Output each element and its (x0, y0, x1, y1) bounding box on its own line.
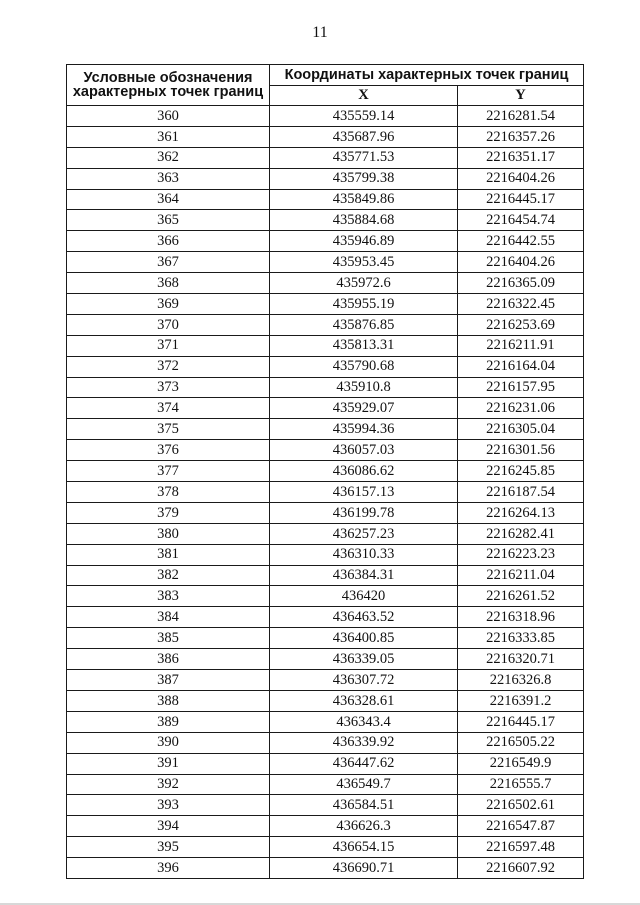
y-coordinate-cell: 2216391.2 (458, 690, 584, 711)
x-coordinate-cell: 435953.45 (270, 252, 458, 273)
point-id-cell: 383 (67, 586, 270, 607)
x-coordinate-cell: 436626.3 (270, 816, 458, 837)
y-column-header: Y (458, 86, 584, 106)
table-row (67, 210, 584, 231)
table-row (67, 607, 584, 628)
point-id-cell: 370 (67, 314, 270, 335)
x-coordinate-cell: 436339.05 (270, 649, 458, 670)
x-coordinate-cell: 436549.7 (270, 774, 458, 795)
table-row (67, 440, 584, 461)
y-coordinate-cell: 2216445.17 (458, 711, 584, 732)
point-id-cell: 376 (67, 440, 270, 461)
y-coordinate-cell: 2216261.52 (458, 586, 584, 607)
y-coordinate-cell: 2216404.26 (458, 168, 584, 189)
y-coordinate-cell: 2216253.69 (458, 314, 584, 335)
x-coordinate-cell: 436310.33 (270, 544, 458, 565)
point-id-cell: 361 (67, 126, 270, 147)
coordinates-group-header: Координаты характерных точек границ (270, 65, 584, 86)
y-coordinate-cell: 2216264.13 (458, 502, 584, 523)
x-coordinate-cell: 436157.13 (270, 482, 458, 503)
y-coordinate-cell: 2216305.04 (458, 419, 584, 440)
y-coordinate-cell: 2216365.09 (458, 273, 584, 294)
table-row (67, 649, 584, 670)
point-id-cell: 379 (67, 502, 270, 523)
table-row (67, 544, 584, 565)
y-coordinate-cell: 2216301.56 (458, 440, 584, 461)
point-id-cell: 390 (67, 732, 270, 753)
page-number: 11 (312, 24, 328, 41)
y-coordinate-cell: 2216322.45 (458, 294, 584, 315)
point-id-cell: 377 (67, 461, 270, 482)
table-row (67, 795, 584, 816)
point-id-cell: 388 (67, 690, 270, 711)
x-coordinate-cell: 436400.85 (270, 628, 458, 649)
point-id-cell: 387 (67, 670, 270, 691)
point-label-header: Условные обозначения характерных точек границ (67, 65, 270, 106)
point-id-cell: 374 (67, 398, 270, 419)
point-id-cell: 382 (67, 565, 270, 586)
x-coordinate-cell: 435994.36 (270, 419, 458, 440)
x-coordinate-cell: 435876.85 (270, 314, 458, 335)
y-coordinate-cell: 2216164.04 (458, 356, 584, 377)
x-coordinate-cell: 435946.89 (270, 231, 458, 252)
y-coordinate-cell: 2216211.91 (458, 335, 584, 356)
x-coordinate-cell: 436307.72 (270, 670, 458, 691)
table-row (67, 294, 584, 315)
y-coordinate-cell: 2216502.61 (458, 795, 584, 816)
x-coordinate-cell: 436339.92 (270, 732, 458, 753)
x-coordinate-cell: 435849.86 (270, 189, 458, 210)
y-coordinate-cell: 2216320.71 (458, 649, 584, 670)
table-row (67, 273, 584, 294)
table-row (67, 753, 584, 774)
table-row (67, 837, 584, 858)
x-coordinate-cell: 435910.8 (270, 377, 458, 398)
x-coordinate-cell: 435929.07 (270, 398, 458, 419)
point-id-cell: 395 (67, 837, 270, 858)
point-id-cell: 371 (67, 335, 270, 356)
point-id-cell: 373 (67, 377, 270, 398)
y-coordinate-cell: 2216505.22 (458, 732, 584, 753)
x-column-header: X (270, 86, 458, 106)
table-body (67, 106, 584, 879)
table-row (67, 690, 584, 711)
table-row (67, 189, 584, 210)
point-id-cell: 366 (67, 231, 270, 252)
x-coordinate-cell: 436384.31 (270, 565, 458, 586)
y-coordinate-cell: 2216281.54 (458, 106, 584, 127)
y-coordinate-cell: 2216231.06 (458, 398, 584, 419)
point-id-cell: 360 (67, 106, 270, 127)
table-row (67, 565, 584, 586)
x-coordinate-cell: 435972.6 (270, 273, 458, 294)
x-coordinate-cell: 435799.38 (270, 168, 458, 189)
x-coordinate-cell: 436199.78 (270, 502, 458, 523)
table-row (67, 858, 584, 879)
table-row (67, 523, 584, 544)
point-id-cell: 362 (67, 147, 270, 168)
x-coordinate-cell: 436343.4 (270, 711, 458, 732)
table-row (67, 252, 584, 273)
point-id-cell: 380 (67, 523, 270, 544)
y-coordinate-cell: 2216357.26 (458, 126, 584, 147)
table-row (67, 231, 584, 252)
x-coordinate-cell: 436257.23 (270, 523, 458, 544)
y-coordinate-cell: 2216555.7 (458, 774, 584, 795)
y-coordinate-cell: 2216454.74 (458, 210, 584, 231)
table-row (67, 586, 584, 607)
point-id-cell: 386 (67, 649, 270, 670)
point-id-cell: 393 (67, 795, 270, 816)
table-header (67, 65, 584, 106)
table-row (67, 774, 584, 795)
x-coordinate-cell: 435559.14 (270, 106, 458, 127)
y-coordinate-cell: 2216333.85 (458, 628, 584, 649)
table-row (67, 356, 584, 377)
coordinates-table (66, 64, 584, 879)
y-coordinate-cell: 2216187.54 (458, 482, 584, 503)
x-coordinate-cell: 435884.68 (270, 210, 458, 231)
y-coordinate-cell: 2216282.41 (458, 523, 584, 544)
y-coordinate-cell: 2216442.55 (458, 231, 584, 252)
x-coordinate-cell: 436328.61 (270, 690, 458, 711)
table-row (67, 168, 584, 189)
table-row (67, 377, 584, 398)
point-id-cell: 365 (67, 210, 270, 231)
point-id-cell: 363 (67, 168, 270, 189)
y-coordinate-cell: 2216318.96 (458, 607, 584, 628)
y-coordinate-cell: 2216223.23 (458, 544, 584, 565)
y-coordinate-cell: 2216351.17 (458, 147, 584, 168)
table-row (67, 628, 584, 649)
y-coordinate-cell: 2216326.8 (458, 670, 584, 691)
point-id-cell: 364 (67, 189, 270, 210)
point-id-cell: 396 (67, 858, 270, 879)
point-id-cell: 367 (67, 252, 270, 273)
y-coordinate-cell: 2216245.85 (458, 461, 584, 482)
x-coordinate-cell: 436690.71 (270, 858, 458, 879)
x-coordinate-cell: 435813.31 (270, 335, 458, 356)
x-coordinate-cell: 436654.15 (270, 837, 458, 858)
table-row (67, 816, 584, 837)
y-coordinate-cell: 2216547.87 (458, 816, 584, 837)
point-id-cell: 385 (67, 628, 270, 649)
y-coordinate-cell: 2216404.26 (458, 252, 584, 273)
table-row (67, 147, 584, 168)
point-id-cell: 394 (67, 816, 270, 837)
table-row (67, 106, 584, 127)
point-id-cell: 368 (67, 273, 270, 294)
table-row (67, 461, 584, 482)
table-row (67, 482, 584, 503)
y-coordinate-cell: 2216607.92 (458, 858, 584, 879)
table-row (67, 732, 584, 753)
x-coordinate-cell: 436057.03 (270, 440, 458, 461)
table-row (67, 126, 584, 147)
table-row (67, 419, 584, 440)
y-coordinate-cell: 2216211.04 (458, 565, 584, 586)
point-id-cell: 375 (67, 419, 270, 440)
point-id-cell: 391 (67, 753, 270, 774)
x-coordinate-cell: 435955.19 (270, 294, 458, 315)
point-id-cell: 372 (67, 356, 270, 377)
y-coordinate-cell: 2216549.9 (458, 753, 584, 774)
y-coordinate-cell: 2216157.95 (458, 377, 584, 398)
table-row (67, 314, 584, 335)
x-coordinate-cell: 435771.53 (270, 147, 458, 168)
y-coordinate-cell: 2216445.17 (458, 189, 584, 210)
table-row (67, 335, 584, 356)
point-id-cell: 392 (67, 774, 270, 795)
x-coordinate-cell: 436420 (270, 586, 458, 607)
x-coordinate-cell: 436086.62 (270, 461, 458, 482)
point-id-cell: 384 (67, 607, 270, 628)
point-id-cell: 389 (67, 711, 270, 732)
table-row (67, 711, 584, 732)
x-coordinate-cell: 436447.62 (270, 753, 458, 774)
table-row (67, 398, 584, 419)
point-id-cell: 369 (67, 294, 270, 315)
x-coordinate-cell: 435790.68 (270, 356, 458, 377)
x-coordinate-cell: 435687.96 (270, 126, 458, 147)
point-id-cell: 381 (67, 544, 270, 565)
x-coordinate-cell: 436463.52 (270, 607, 458, 628)
table-row (67, 670, 584, 691)
x-coordinate-cell: 436584.51 (270, 795, 458, 816)
y-coordinate-cell: 2216597.48 (458, 837, 584, 858)
table-row (67, 502, 584, 523)
point-id-cell: 378 (67, 482, 270, 503)
